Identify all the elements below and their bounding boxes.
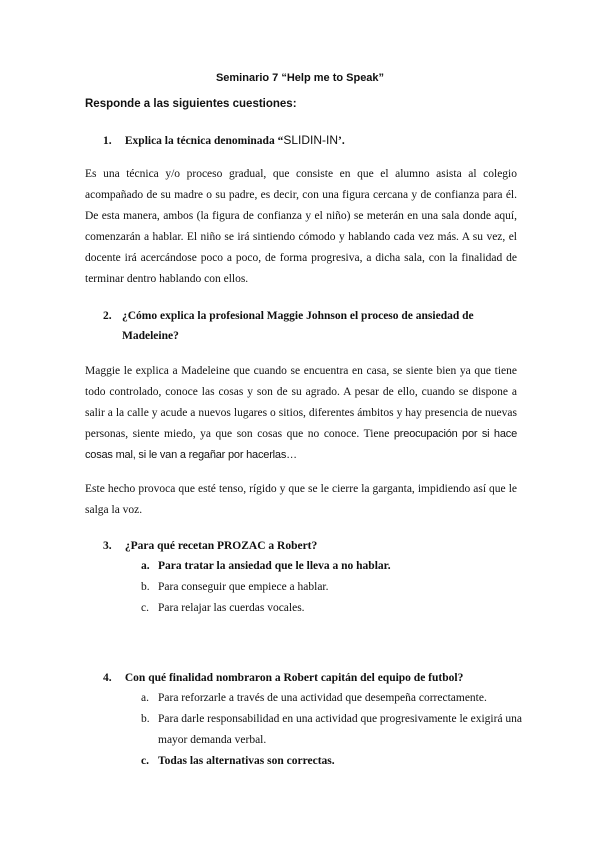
question-3-options [141,556,538,619]
question-text: Explica la técnica denominada “SLIDIN-IN’. [124,133,345,147]
answer-2-paragraph-2: Este hecho provoca que esté tenso, rígido y que se le cierre la garganta, impidiendo así que le salga la voz. [85,483,517,516]
question-number: 3. [103,540,112,552]
option-b: b. Para conseguir que empiece a hablar. [141,581,329,593]
question-number: 2. [103,310,112,322]
answer-1-paragraph: Es una técnica y/o proceso gradual, que consiste en que el alumno asista al colegio acompañado de su madre o su padre, es decir, con una figura cercana y de confianza para él. De esta manera, ambos (la figura de confianza y el niño) se meterán en una sala donde aquí, comenzarán a hablar. El niño se irá sintiendo cómodo y hablando cada vez más. A su vez, el docente irá acercándose poco a poco, de forma progresiva, a dicha sala, con la finalidad de terminar dentro hablando con ellos. [85,168,517,285]
question-text: ¿Cómo explica la profesional Maggie Johnson el proceso de ansiedad de Madeleine? [122,310,474,342]
option-c: c. Para relajar las cuerdas vocales. [141,602,305,614]
option-a: a. Para reforzarle a través de una actividad que desempeña correctamente. [141,692,487,704]
answer-2-paragraph-1: Maggie le explica a Madeleine que cuando se encuentra en casa, se siente bien ya que tiene todo controlado, conoce las cosas y son de su agrado. A pesar de ello, cuando se dispone a salir a la calle y acude a nuevos lugares o sitios, diferentes ámbitos y hay presencia de nuevas personas, siente miedo, ya que son cosas que no conoce. Tiene preocupación por si hace cosas mal, si le van a regañar por hacerlas… [85,365,517,461]
instructions-heading: Responde a las siguientes cuestiones: [85,98,297,110]
question-text: ¿Para qué recetan PROZAC a Robert? [124,540,318,552]
document-title: Seminario 7 “Help me to Speak” [215,72,385,84]
question-3 [103,536,317,556]
question-1 [103,130,345,151]
question-2 [103,306,502,346]
question-text: Con qué finalidad nombraron a Robert capitán del equipo de futbol? [124,672,464,684]
option-a: a. Para tratar la ansiedad que le lleva a no hablar. [141,560,391,572]
option-c: c. Todas las alternativas son correctas. [141,755,335,767]
question-4-options [141,688,538,772]
question-number: 4. [103,672,112,684]
question-number: 1. [103,135,112,147]
question-4 [103,668,463,688]
option-b: b. Para darle responsabilidad en una actividad que progresivamente le exigirá una mayor demanda verbal. [141,713,523,746]
